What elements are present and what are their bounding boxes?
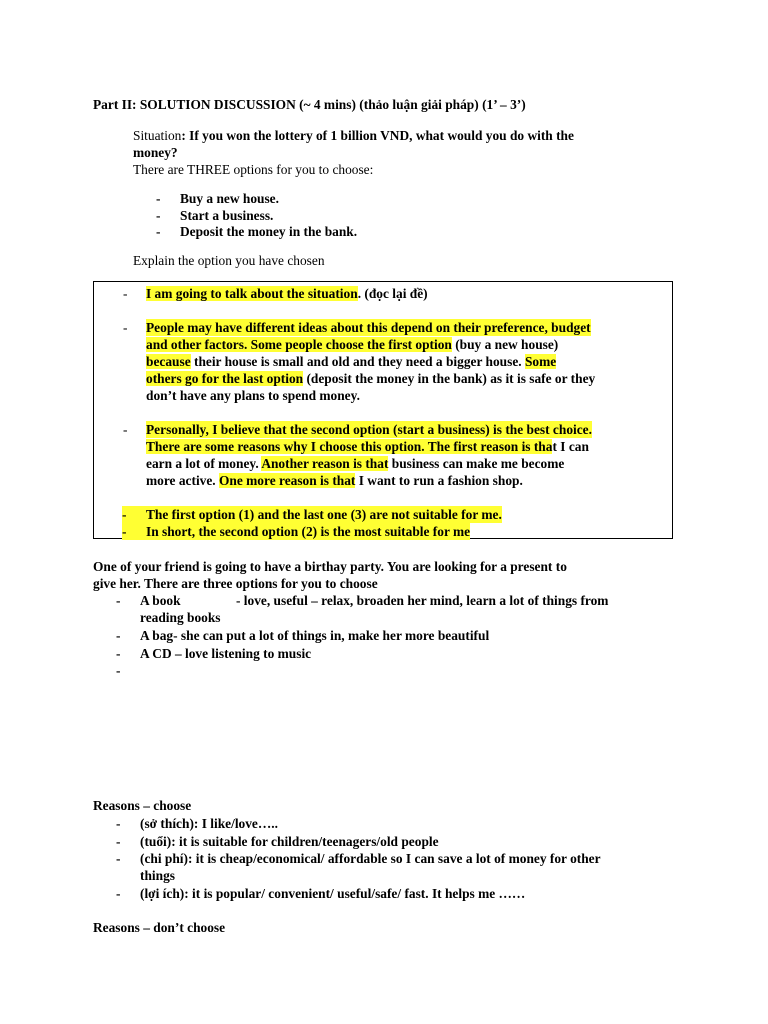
box-item-2-l2-hl: and other factors. Some people choose the first option (146, 337, 452, 352)
box-item-2-line-2 (146, 336, 558, 353)
part-title-label: Part II: SOLUTION DISCUSSION (~ 4 mins) (93, 97, 356, 112)
box-item-1 (146, 285, 428, 302)
box-dash: - (123, 286, 128, 301)
option-bag: A bag- she can put a lot of things in, make her more beautiful (140, 628, 490, 643)
box-dash: - (123, 320, 128, 335)
bday-dash-empty: - (116, 663, 121, 678)
box-item-5: In short, the second option (2) is the most suitable for me (146, 524, 471, 539)
option-1: Buy a new house. (180, 191, 279, 206)
box-item-2-l3-hl1: because (146, 354, 191, 369)
box-item-3-l4-hl: One more reason is that (219, 473, 356, 488)
reason-dash: - (116, 851, 121, 866)
box-item-2-l4-hl: others go for the last option (146, 371, 304, 386)
reason-dash: - (116, 834, 121, 849)
reason-cost: (chi phí): it is cheap/economical/ affordable so I can save a lot of money for other (140, 851, 601, 866)
reason-dash: - (116, 886, 121, 901)
reason-dash: - (116, 816, 121, 831)
box-item-3-l3-pre: earn a lot of money. (146, 456, 262, 471)
box-item-2-l4-rest: (deposit the money in the bank) as it is safe or they (303, 371, 596, 386)
situation-label: Situation (133, 128, 182, 143)
explain-clipped (0, 248, 768, 268)
box-item-4: The first option (1) and the last one (3) are not suitable for me. (146, 507, 502, 522)
part-title-note: (thảo luận giải pháp) (1’ – 3’) (359, 97, 526, 112)
box-item-3-l2-rest: t I can (552, 439, 589, 454)
box-item-3-l4-pre: more active. (146, 473, 219, 488)
box-item-3-line-4 (146, 472, 523, 489)
box-item-1-rest: . (đọc lại đề) (357, 286, 428, 301)
reason-benefit: (lợi ích): it is popular/ convenient/ useful/safe/ fast. It helps me …… (140, 886, 526, 901)
part-title (93, 96, 526, 113)
box-item-1-highlight: I am going to talk about the situation (146, 286, 358, 301)
situation-intro: There are THREE options for you to choose: (133, 162, 374, 177)
reason-age: (tuổi): it is suitable for children/teenagers/old people (140, 834, 439, 849)
box-item-2-line-4 (146, 370, 595, 387)
box-dash-hl-text: - (122, 507, 127, 522)
box-item-2-l3-hl2: Some (524, 354, 557, 369)
bday-dash: - (116, 646, 121, 661)
box-item-3-line-2 (146, 438, 589, 455)
box-dash-hl (122, 523, 146, 540)
reason-hobby: (sở thích): I like/love….. (140, 816, 278, 831)
reasons-choose-title: Reasons – choose (93, 798, 192, 813)
box-item-2-line-5: don’t have any plans to spend money. (146, 388, 360, 403)
situation-line-2: money? (133, 145, 178, 160)
box-dash-hl (122, 506, 146, 523)
box-item-2-line-1: People may have different ideas about this depend on their preference, budget (146, 320, 591, 335)
birthday-intro-1: One of your friend is going to have a birthay party. You are looking for a present to (93, 559, 567, 574)
box-item-3-l4-rest: I want to run a fashion shop. (355, 473, 523, 488)
option-dash: - (156, 191, 161, 206)
birthday-intro-2: give her. There are three options for you to choose (93, 576, 378, 591)
option-2: Start a business. (180, 208, 274, 223)
box-item-2-l2-rest: (buy a new house) (451, 337, 559, 352)
option-3: Deposit the money in the bank. (180, 224, 358, 239)
box-item-3-line-1: Personally, I believe that the second option (start a business) is the best choice. (146, 422, 592, 437)
option-cd: A CD – love listening to music (140, 646, 312, 661)
box-item-3-l2-hl: There are some reasons why I choose this option. The first reason is tha (146, 439, 553, 454)
option-book: A book (140, 593, 181, 608)
option-book-reason: - love, useful – relax, broaden her mind, learn a lot of things from (236, 593, 609, 608)
bday-dash: - (116, 593, 121, 608)
reasons-dont-title: Reasons – don’t choose (93, 920, 226, 935)
box-item-3-l3-rest: business can make me become (388, 456, 565, 471)
box-item-3-l3-hl: Another reason is that (261, 456, 389, 471)
situation-line-1 (133, 127, 574, 144)
option-dash: - (156, 224, 161, 239)
situation-text: : If you won the lottery of 1 billion VND, what would you do with the (181, 128, 574, 143)
box-dash: - (123, 422, 128, 437)
box-item-3-line-3 (146, 455, 564, 472)
box-dash-hl-text: - (122, 524, 127, 539)
explain-text: Explain the option you have chosen (133, 253, 325, 268)
option-book-reason-2: reading books (140, 610, 221, 625)
bday-dash: - (116, 628, 121, 643)
box-item-2-line-3 (146, 353, 556, 370)
option-dash: - (156, 208, 161, 223)
box-item-2-l3-mid: their house is small and old and they need a bigger house. (190, 354, 525, 369)
reason-cost-cont: things (140, 868, 175, 883)
